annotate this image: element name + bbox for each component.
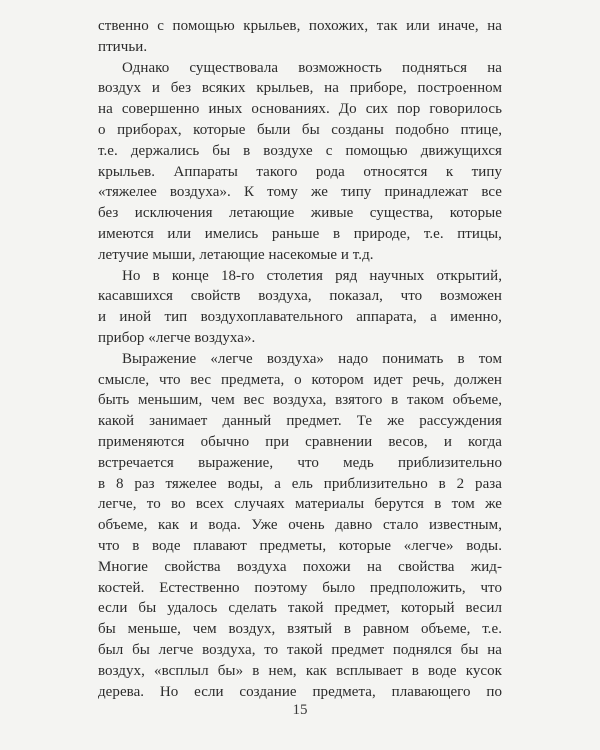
text-line: что в воде плавают предметы, которые «легче» воды. [98,537,502,554]
text-line: Многие свойства воздуха похожи на свойства жид- [98,558,502,575]
text-line: смысле, что вес предмета, о котором идет речь, должен [98,371,502,388]
text-line: воздух, «всплыл бы» в нем, как всплывает в воде кусок [98,662,502,679]
text-line: бы меньше, чем воздух, взятый в равном объеме, т.е. [98,621,502,638]
text-line: был бы легче воздуха, то такой предмет поднялся бы на [98,641,502,658]
text-line: легче, то во всех случаях материалы берутся в том же [98,496,502,513]
text-line: без исключения летающие живые существа, которые [98,205,502,222]
text-line: встречается выражение, что медь приблизительно [98,454,502,471]
text-line: костей. Естественно поэтому было предположить, что [98,579,502,596]
text-line: на совершенно иных основаниях. До сих пор говорилось [98,101,502,118]
text-line: применяются обычно при сравнении весов, и когда [98,433,502,450]
text-line: прибор «легче воздуха». [98,329,256,346]
text-line: о приборах, которые были бы созданы подобно птице, [98,121,502,138]
text-line: и иной тип воздухоплавательного аппарата, а именно, [98,309,502,326]
text-line: т.е. держались бы в воздухе с помощью движущихся [98,142,502,159]
text-line: объеме, как и вода. Уже очень давно стало известным, [98,517,502,534]
text-line: быть меньшим, чем вес воздуха, взятого в таком объеме, [98,392,502,409]
text-line: если бы удалось сделать такой предмет, который весил [98,600,502,617]
text-line: в 8 раз тяжелее воды, а ель приблизительно в 2 раза [98,475,502,492]
text-line: какой занимает данный предмет. Те же рассуждения [98,413,502,430]
text-line: ственно с помощью крыльев, похожих, так или иначе, на [98,18,502,34]
text-line: дерева. Но если создание предмета, плавающего по [98,683,502,700]
page-number: 15 [292,702,308,718]
text-line: имеются или имелись раньше в природе, т.е. птицы, [98,225,502,242]
text-line: птичьи. [98,38,148,55]
text-line: Однако существовала возможность подняться на [122,59,502,76]
body-text [98,16,502,702]
text-line: летучие мыши, летающие насекомые и т.д. [98,246,374,263]
text-line: крыльев. Аппараты такого рода относятся к типу [98,163,502,180]
text-line: касавшихся свойств воздуха, показал, что возможен [98,288,502,305]
text-line: «тяжелее воздуха». К тому же типу принадлежат все [98,184,502,201]
text-line: воздух и без всяких крыльев, на приборе, построенном [98,80,502,97]
text-line: Выражение «легче воздуха» надо понимать в том [122,350,502,367]
text-line: Но в конце 18-го столетия ряд научных открытий, [122,267,502,284]
